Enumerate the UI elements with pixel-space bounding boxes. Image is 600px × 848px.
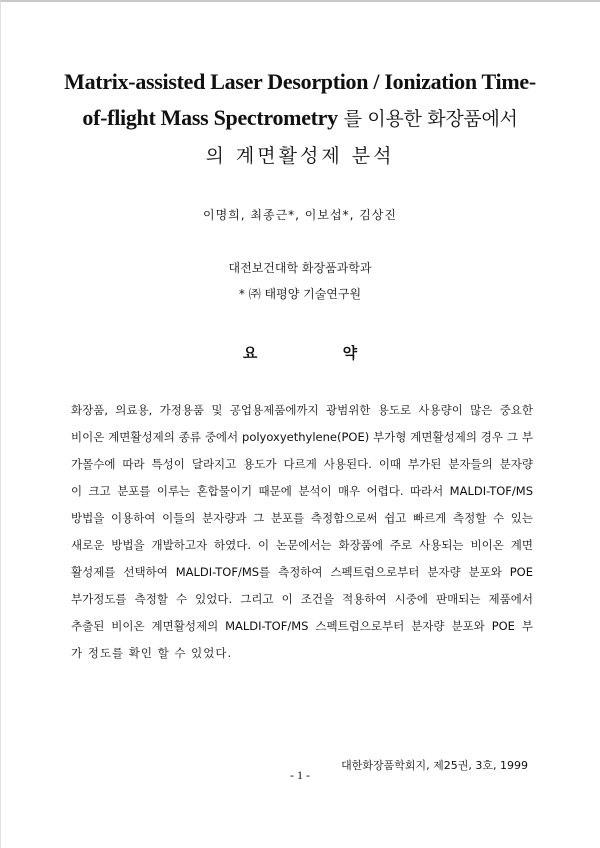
page-number: - 1 - — [290, 768, 310, 782]
abstract-line: 부가정도를 측정할 수 있었다. 그리고 이 조건을 적용하여 시중에 판매되는 제품에서 — [71, 592, 533, 606]
title-line-3-text: 의 계면활성제 분석 — [205, 145, 395, 167]
title-line-2 — [50, 100, 550, 137]
title-line-2-korean: 를 이용한 화장품에서 — [337, 108, 518, 130]
abstract-line: 방법을 이용하여 이들의 분자량과 그 분포를 측정함으로써 쉽고 빠르게 측정할 수 있는 — [71, 511, 533, 525]
abstract-line: 가몰수에 따라 특성이 달라지고 용도가 다르게 사용된다. 이때 부가된 분자들의 분자량 — [71, 457, 533, 471]
affiliation-1: 대전보건대학 화장품과학과 — [228, 261, 372, 275]
abstract-line: 비이온 계면활성제의 종류 중에서 polyoxyethylene(POE) 부가형 계면활성제의 경우 그 부 — [71, 430, 533, 444]
journal-citation: 대한화장품학회지, 제25권, 3호, 1999 — [341, 759, 528, 772]
affiliation-2: * ㈜ 태평양 기술연구원 — [238, 287, 362, 301]
abstract-line: 가 정도를 확인 할 수 있었다. — [71, 646, 233, 660]
title-line-3 — [50, 137, 550, 174]
abstract-line: 화장품, 의료용, 가정용품 및 공업용제품에까지 광범위한 용도로 사용량이 많은 중요한 — [71, 403, 533, 417]
abstract-line: 이 크고 분포를 이루는 혼합물이기 때문에 분석이 매우 어렵다. 따라서 MALDI-TOF/MS — [71, 484, 533, 498]
authors: 이명희, 최종근*, 이보섭*, 김상진 — [203, 208, 397, 222]
abstract-line: 새로운 방법을 개발하고자 하였다. 이 논문에서는 화장품에 주로 사용되는 비이온 계면 — [71, 538, 533, 552]
abstract-heading: 요 약 — [242, 344, 398, 362]
title-line-2-english: of-flight Mass Spectrometry — [82, 105, 338, 130]
abstract-line: 추출된 비이온 계면활성제의 MALDI-TOF/MS 스펙트럼으로부터 분자량 분포와 POE 부 — [71, 619, 533, 633]
title-line-1: Matrix-assisted Laser Desorption / Ionization Time- — [64, 69, 536, 94]
abstract-line: 활성제를 선택하여 MALDI-TOF/MS를 측정하여 스펙트럼으로부터 분자량 분포와 POE — [71, 565, 533, 579]
